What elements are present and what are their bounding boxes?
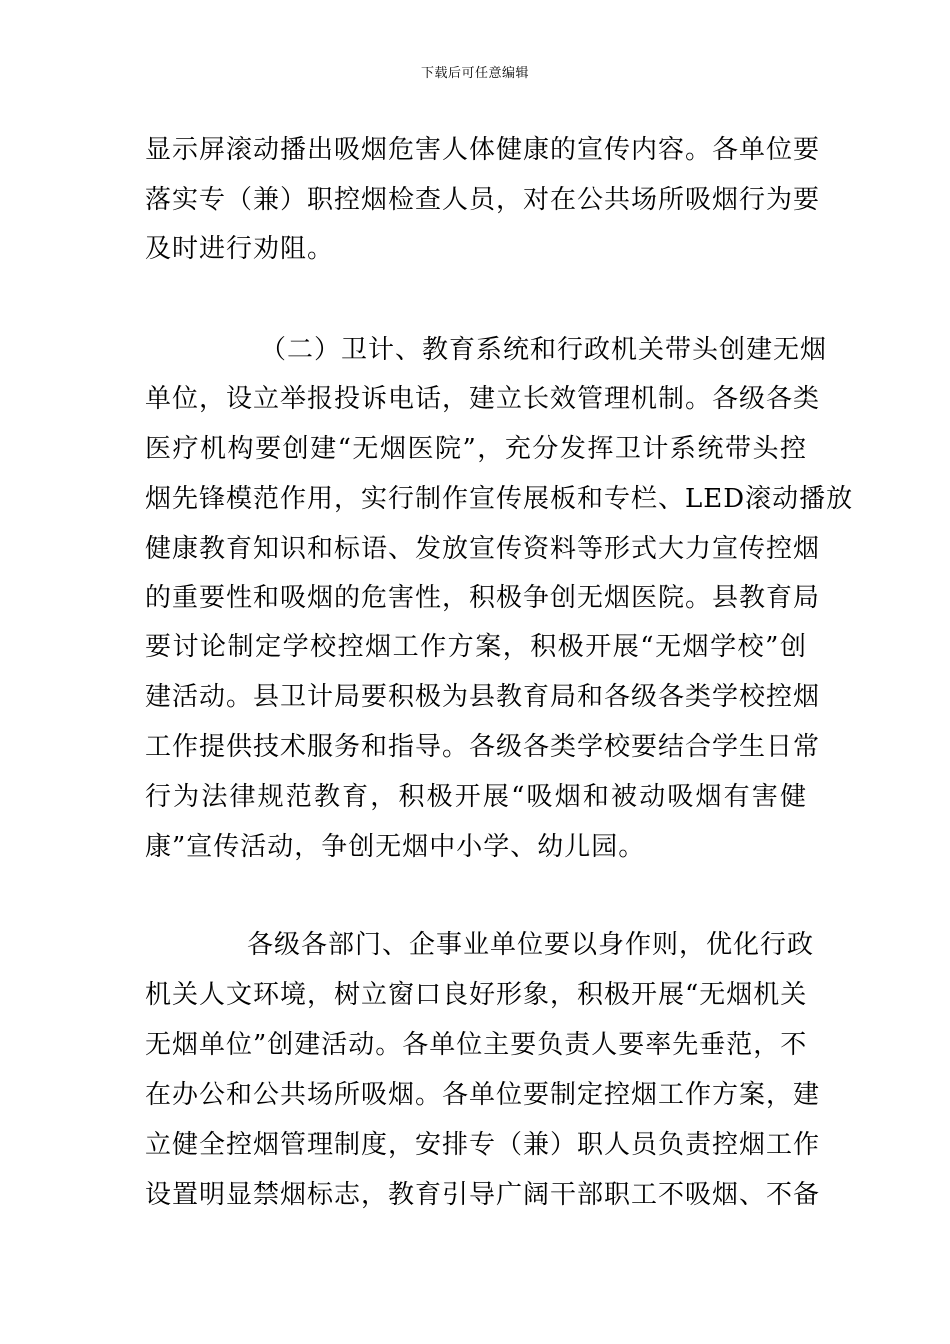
paragraph-2-line-6: 的重要性和吸烟的危害性，积极争创无烟医院。县教育局 bbox=[145, 583, 821, 613]
paragraph-1-line-3: 及时进行劝阻。 bbox=[145, 234, 335, 264]
paragraph-3-line-3: 无烟单位”创建活动。各单位主要负责人要率先垂范，不 bbox=[145, 1030, 808, 1060]
paragraph-3-line-4: 在办公和公共场所吸烟。各单位要制定控烟工作方案，建 bbox=[145, 1080, 821, 1110]
paragraph-2-line-7: 要讨论制定学校控烟工作方案，积极开展“无烟学校”创 bbox=[145, 632, 807, 662]
paragraph-2-line-5: 健康教育知识和标语、发放宣传资料等形式大力宣传控烟 bbox=[145, 534, 821, 564]
paragraph-1-line-1: 显示屏滚动播出吸烟危害人体健康的宣传内容。各单位要 bbox=[145, 135, 821, 165]
paragraph-1-line-2: 落实专（兼）职控烟检查人员，对在公共场所吸烟行为要 bbox=[145, 185, 821, 215]
paragraph-3-line-6: 设置明显禁烟标志，教育引导广阔干部职工不吸烟、不备 bbox=[145, 1180, 821, 1210]
paragraph-2-line-10: 行为法律规范教育，积极开展“吸烟和被动吸烟有害健 bbox=[145, 782, 807, 812]
paragraph-2-line-3: 医疗机构要创建“无烟医院”，充分发挥卫计系统带头控 bbox=[145, 434, 807, 464]
paragraph-3-line-1: 各级各部门、企事业单位要以身作则，优化行政 bbox=[247, 930, 815, 960]
paragraph-3-line-2: 机关人文环境，树立窗口良好形象，积极开展“无烟机关 bbox=[145, 980, 808, 1010]
paragraph-3-line-5: 立健全控烟管理制度，安排专（兼）职人员负责控烟工作 bbox=[145, 1130, 821, 1160]
paragraph-2-line-9: 工作提供技术服务和指导。各级各类学校要结合学生日常 bbox=[145, 732, 821, 762]
paragraph-2-line-8: 建活动。县卫计局要积极为县教育局和各级各类学校控烟 bbox=[145, 682, 821, 712]
page-header: 下载后可任意编辑 bbox=[420, 66, 529, 81]
paragraph-2-line-2: 单位，设立举报投诉电话，建立长效管理机制。各级各类 bbox=[145, 384, 821, 414]
paragraph-2-line-11: 康”宣传活动，争创无烟中小学、幼儿园。 bbox=[145, 832, 646, 862]
paragraph-2-line-1: （二）卫计、教育系统和行政机关带头创建无烟 bbox=[260, 335, 828, 365]
paragraph-2-line-4: 烟先锋模范作用，实行制作宣传展板和专栏、LED滚动播放 bbox=[145, 484, 854, 514]
